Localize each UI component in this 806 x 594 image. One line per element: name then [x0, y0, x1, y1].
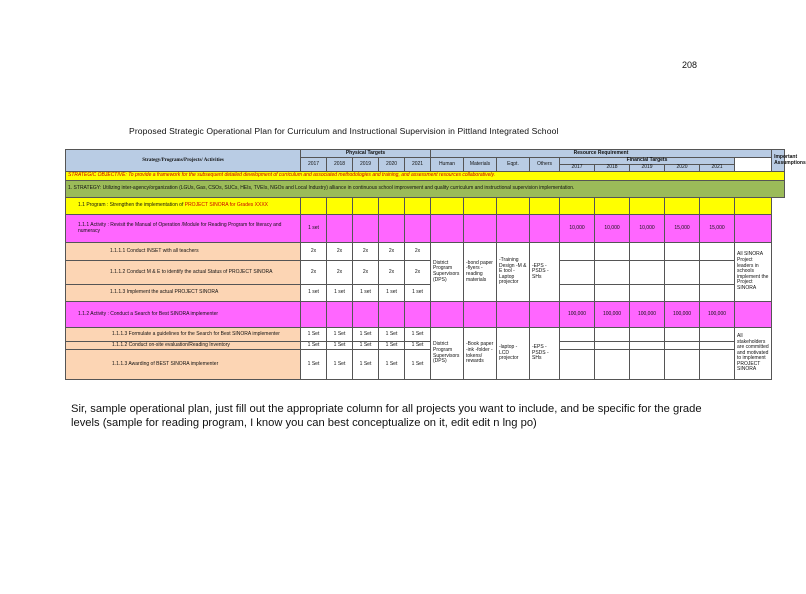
header-human: Human — [431, 158, 464, 172]
program-highlight: PROJECT SINORA for Grades XXXX — [184, 202, 269, 209]
header-financial-targets: Financial Targets — [560, 158, 735, 165]
sub-activity-label: 1.1.1.2 Conduct M & E to identify the actual Status of PROJECT SINORA — [66, 261, 301, 285]
financial-cell: 100,000 — [665, 302, 700, 328]
target-cell: 1 Set — [405, 328, 431, 342]
target-cell: 1 set — [353, 285, 379, 302]
target-cell: 2x — [379, 261, 405, 285]
sub-activity-label: 1.1.1.3 Formulate a guidelines for the Search for Best SINORA implementer — [66, 328, 301, 342]
target-cell: 1 Set — [301, 350, 327, 380]
header-others: Others — [530, 158, 560, 172]
target-cell: 1 Set — [301, 342, 327, 350]
assumption-cell: All SINORA Project leaders in schools implement the Project SINORA — [735, 243, 772, 302]
target-cell: 1 Set — [327, 342, 353, 350]
header-fin-year: 2017 — [560, 165, 595, 172]
target-cell: 2x — [379, 243, 405, 261]
sub-activity-label: 1.1.1.3 Awarding of BEST SINORA implementer — [66, 350, 301, 380]
resource-materials: -Book paper -ink -folder -tokens/ rewards — [464, 328, 497, 380]
target-cell: 2x — [301, 261, 327, 285]
target-cell: 1 Set — [405, 342, 431, 350]
financial-cell: 10,000 — [630, 215, 665, 243]
document-title: Proposed Strategic Operational Plan for Curriculum and Instructional Supervision in Pittland Integrated School — [129, 126, 559, 136]
activity-1-target: 1 set — [301, 215, 327, 243]
header-materials: Materials — [464, 158, 497, 172]
target-cell: 2x — [405, 243, 431, 261]
financial-cell: 100,000 — [700, 302, 735, 328]
financial-cell: 100,000 — [560, 302, 595, 328]
target-cell: 1 set — [405, 285, 431, 302]
activity-2-label: 1.1.2 Activity : Conduct a Search for Best SINORA implementer — [66, 302, 301, 328]
financial-cell: 10,000 — [595, 215, 630, 243]
target-cell: 1 Set — [353, 328, 379, 342]
header-physical-targets: Physical Targets — [301, 150, 431, 158]
comment-note: Sir, sample operational plan, just fill out the appropriate column for all projects you want to include, and be specific for the grade levels (sample for reading program, I know you can best conceptualize on it, edit edit n lng po) — [71, 403, 702, 429]
header-fin-year: 2019 — [630, 165, 665, 172]
header-resource-requirement: Resource Requirement — [431, 150, 772, 158]
financial-cell: 15,000 — [665, 215, 700, 243]
resource-human: District Program Supervisors (DPS) — [431, 243, 464, 302]
target-cell: 1 Set — [353, 350, 379, 380]
target-cell: 2x — [327, 243, 353, 261]
header-year: 2019 — [353, 158, 379, 172]
target-cell: 1 Set — [379, 328, 405, 342]
target-cell: 1 Set — [327, 328, 353, 342]
financial-cell: 100,000 — [595, 302, 630, 328]
program-row — [66, 198, 301, 215]
target-cell: 2x — [301, 243, 327, 261]
strategic-objective: STRATEGIC OBJECTIVE: To provide a framework for the subsequent detailed development of curriculum and associated methodologies and training, and assessment resources collaboratively. — [66, 172, 785, 181]
header-year: 2018 — [327, 158, 353, 172]
target-cell: 2x — [353, 243, 379, 261]
financial-cell: 10,000 — [560, 215, 595, 243]
resource-others: -EPS -PSDS -SHs — [530, 328, 560, 380]
header-fin-year: 2020 — [665, 165, 700, 172]
header-fin-year: 2021 — [700, 165, 735, 172]
program-prefix: 1.1 Program : Strengthen the implementation of — [78, 202, 185, 209]
target-cell: 1 Set — [379, 350, 405, 380]
target-cell: 1 Set — [379, 342, 405, 350]
header-year: 2021 — [405, 158, 431, 172]
header-strategy: Strategy/Programs/Projects/ Activities — [66, 150, 301, 172]
resource-materials: -bond paper -flyers -reading materials — [464, 243, 497, 302]
header-year: 2017 — [301, 158, 327, 172]
financial-cell: 15,000 — [700, 215, 735, 243]
target-cell: 2x — [327, 261, 353, 285]
resource-eqpt: -laptop -LCD projector — [497, 328, 530, 380]
sub-activity-label: 1.1.1.1 Conduct INSET with all teachers — [66, 243, 301, 261]
operational-plan-table — [65, 149, 806, 380]
strategy-row: 1. STRATEGY: Utilizing inter-agency/organization (LGUs, Gas, CSOs, SUCs, HEIs, TVEIs, NGOs and Local Industry) alliance in continuous school improvement and quality curriculum and instructional supervision implementation. — [66, 181, 785, 198]
target-cell: 1 Set — [301, 328, 327, 342]
resource-human: District Program Supervisors (DPS) — [431, 328, 464, 380]
resource-eqpt: -Training Design -M & E tool -Laptop projector — [497, 243, 530, 302]
target-cell: 2x — [353, 261, 379, 285]
header-year: 2020 — [379, 158, 405, 172]
target-cell: 1 Set — [327, 350, 353, 380]
sub-activity-label: 1.1.1.2 Conduct on-site evaluation/Reading Inventory — [66, 342, 301, 350]
target-cell: 1 set — [327, 285, 353, 302]
target-cell: 1 Set — [353, 342, 379, 350]
target-cell: 2x — [405, 261, 431, 285]
header-eqpt: Eqpt. — [497, 158, 530, 172]
page-number: 208 — [682, 60, 698, 70]
target-cell: 1 set — [379, 285, 405, 302]
assumption-cell: All stakeholders are committed and motivated to implement PROJECT SINORA — [735, 328, 772, 380]
financial-cell: 100,000 — [630, 302, 665, 328]
resource-others: -EPS -PSDS -SHs — [530, 243, 560, 302]
activity-1-label: 1.1.1 Activity : Revisit the Manual of Operation /Module for Reading Program for literacy and numeracy — [66, 215, 301, 243]
sub-activity-label: 1.1.1.3 Implement the actual PROJECT SINORA — [66, 285, 301, 302]
header-important-assumptions: Important Assumptions — [772, 150, 785, 172]
target-cell: 1 Set — [405, 350, 431, 380]
header-fin-year: 2018 — [595, 165, 630, 172]
target-cell: 1 set — [301, 285, 327, 302]
